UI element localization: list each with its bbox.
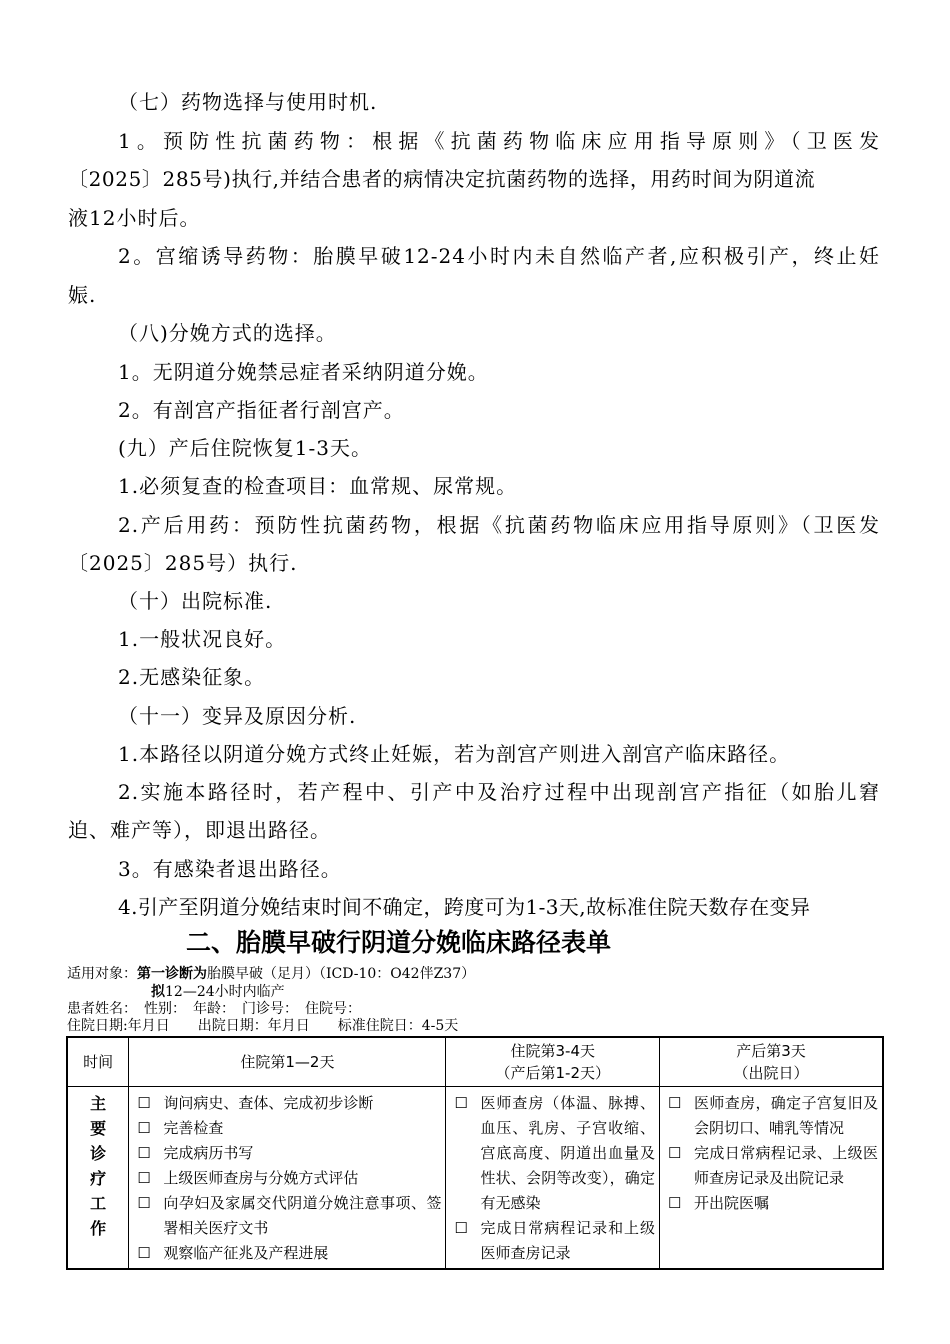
category-char: 诊 [90, 1144, 107, 1163]
checkbox[interactable]: ☐ [137, 1244, 151, 1262]
text-line: 1。无阴道分娩禁忌症者采纳阴道分娩。 [118, 360, 489, 384]
text-line: 液12小时后。 [68, 206, 201, 230]
list-item [450, 1216, 655, 1266]
list-item [133, 1241, 441, 1266]
list-item [133, 1166, 441, 1191]
text-line: 3。有感染者退出路径。 [118, 857, 342, 881]
text-line: 1.必须复查的检查项目：血常规、尿常规。 [118, 474, 518, 498]
header-post-line1: 产后第3天 [736, 1042, 806, 1060]
item-text: 上级医师查房与分娩方式评估 [163, 1169, 359, 1187]
category-char: 要 [90, 1119, 107, 1138]
list-item [450, 1091, 655, 1216]
list-item [664, 1091, 878, 1141]
header-post-line2: （出院日） [733, 1064, 809, 1082]
section-title: 二、胎膜早破行阴道分娩临床路径表单 [186, 928, 612, 957]
category-char: 主 [90, 1094, 107, 1113]
table-header-row [67, 1037, 883, 1087]
header-time: 时间 [67, 1037, 129, 1087]
list-item [133, 1141, 441, 1166]
scope-line [67, 965, 475, 983]
postpartum-items [660, 1087, 884, 1270]
list-item [133, 1191, 441, 1241]
day1-items [129, 1087, 446, 1270]
plan-bold: 拟 [151, 984, 165, 1000]
category-char: 工 [90, 1194, 107, 1213]
category-char: 作 [90, 1219, 107, 1238]
header-day3-line1: 住院第3-4天 [510, 1042, 595, 1060]
category-cell [67, 1087, 129, 1270]
header-day3 [446, 1037, 660, 1087]
item-text: 医师查房，确定子宫复旧及会阴切口、哺乳等情况 [694, 1094, 878, 1137]
item-text: 完善检查 [163, 1119, 224, 1137]
text-line: （八)分娩方式的选择。 [118, 321, 337, 345]
table-row [67, 1087, 883, 1270]
list-item [133, 1091, 441, 1116]
checkbox[interactable]: ☐ [668, 1094, 682, 1112]
text-line: 2。宫缩诱导药物：胎膜早破12-24小时内未自然临产者,应积极引产，终止妊 [118, 244, 880, 268]
text-line: 1。预防性抗菌药物：根据《抗菌药物临床应用指导原则》（卫医发 [118, 129, 880, 153]
scope-text: 胎膜早破（足月）（ICD-10：O42伴Z37） [207, 966, 476, 982]
header-postpartum [660, 1037, 884, 1087]
checkbox[interactable]: ☐ [137, 1094, 151, 1112]
plan-text: 12—24小时内临产 [165, 984, 285, 1000]
day3-items [446, 1087, 660, 1270]
list-item [133, 1116, 441, 1141]
item-text: 完成病历书写 [163, 1144, 254, 1162]
checkbox[interactable]: ☐ [137, 1144, 151, 1162]
list-item [664, 1191, 878, 1216]
checkbox[interactable]: ☐ [454, 1094, 468, 1112]
text-line: (九）产后住院恢复1-3天。 [118, 436, 373, 460]
checkbox[interactable]: ☐ [137, 1194, 151, 1212]
text-line: （七）药物选择与使用时机. [118, 90, 378, 114]
item-text: 完成日常病程记录和上级医师查房记录 [480, 1219, 655, 1262]
text-line: （十一）变异及原因分析. [118, 704, 357, 728]
text-line: 娠. [68, 283, 97, 307]
text-line: （十）出院标准. [118, 589, 273, 613]
header-day3-line2: （产后第1-2天） [495, 1064, 610, 1082]
checkbox[interactable]: ☐ [668, 1194, 682, 1212]
text-line: 2.实施本路径时，若产程中、引产中及治疗过程中出现剖宫产指征（如胎儿窘 [118, 780, 880, 804]
item-text: 向孕妇及家属交代阴道分娩注意事项、签署相关医疗文书 [163, 1194, 442, 1237]
text-line: 2.产后用药：预防性抗菌药物，根据《抗菌药物临床应用指导原则》（卫医发 [118, 513, 880, 537]
text-line: 〔2025〕285号)执行,并结合患者的病情决定抗菌药物的选择，用药时间为阴道流 [68, 167, 816, 191]
item-text: 观察临产征兆及产程进展 [163, 1244, 329, 1262]
checkbox[interactable]: ☐ [137, 1119, 151, 1137]
clinical-pathway-table [66, 1036, 884, 1270]
scope-bold: 第一诊断为 [137, 966, 207, 982]
text-line: 1.一般状况良好。 [118, 627, 287, 651]
plan-line [151, 983, 285, 1001]
text-line: 1.本路径以阴道分娩方式终止妊娠，若为剖宫产则进入剖宫产临床路径。 [118, 742, 791, 766]
list-item [664, 1141, 878, 1191]
checkbox[interactable]: ☐ [454, 1219, 468, 1237]
item-text: 完成日常病程记录、上级医师查房记录及出院记录 [694, 1144, 878, 1187]
text-line: 2.无感染征象。 [118, 665, 266, 689]
item-text: 医师查房（体温、脉搏、血压、乳房、子宫收缩、宫底高度、阴道出血量及性状、会阴等改变），确定有无感染 [480, 1094, 655, 1212]
text-line: 〔2025〕285号）执行. [68, 551, 298, 575]
item-text: 开出院医嘱 [694, 1194, 770, 1212]
scope-label: 适用对象： [67, 966, 137, 982]
text-line: 4.引产至阴道分娩结束时间不确定，跨度可为1-3天,故标准住院天数存在变异 [118, 895, 811, 919]
checkbox[interactable]: ☐ [137, 1169, 151, 1187]
text-line: 迫、难产等），即退出路径。 [68, 818, 331, 842]
header-day1: 住院第1—2天 [129, 1037, 446, 1087]
category-char: 疗 [90, 1169, 107, 1188]
text-line: 2。有剖宫产指征者行剖宫产。 [118, 398, 405, 422]
patient-line: 患者姓名： 性别： 年龄： 门诊号： 住院号： [67, 1001, 361, 1017]
date-line: 住院日期:年月日 出院日期：年月日 标准住院日：4-5天 [67, 1018, 459, 1034]
item-text: 询问病史、查体、完成初步诊断 [163, 1094, 374, 1112]
checkbox[interactable]: ☐ [668, 1144, 682, 1162]
